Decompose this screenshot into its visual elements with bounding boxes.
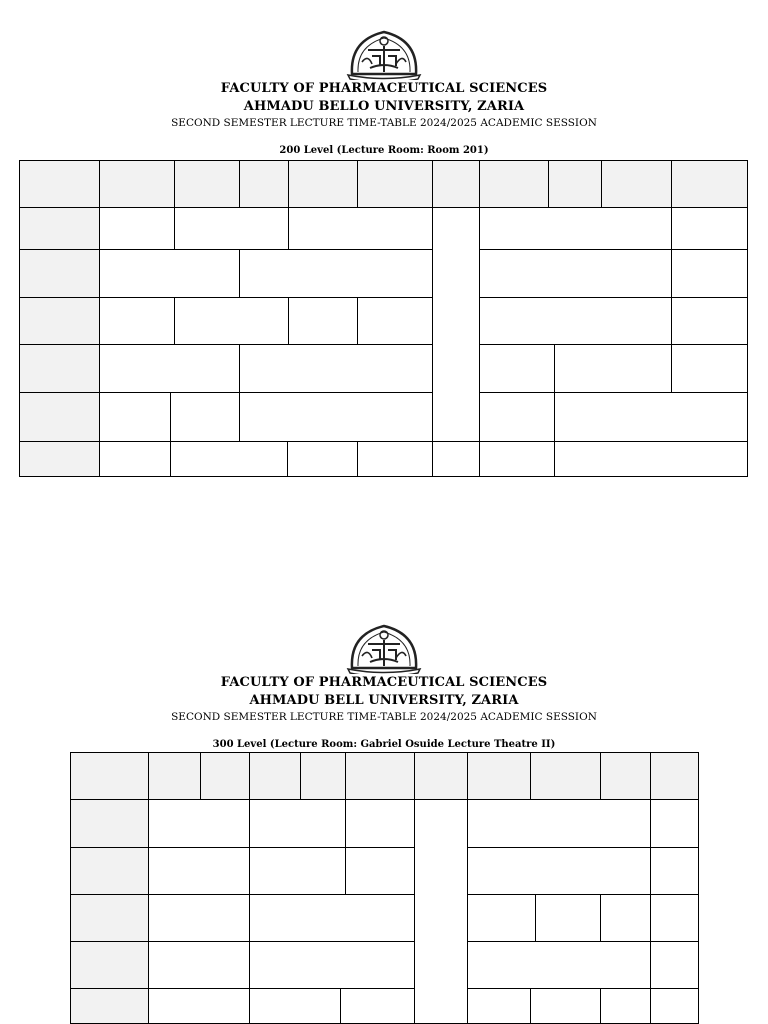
slot-cell xyxy=(148,988,250,1024)
slot-cell xyxy=(345,847,415,895)
slot-cell xyxy=(148,799,250,848)
slot-cell xyxy=(249,941,415,989)
slot-cell xyxy=(148,847,250,895)
slot-cell xyxy=(650,799,699,848)
day-cell xyxy=(19,344,100,393)
slot-cell xyxy=(650,894,699,942)
slot-cell xyxy=(99,344,240,393)
slot-cell xyxy=(432,441,480,477)
slot-cell xyxy=(288,297,358,345)
day-cell xyxy=(19,207,100,250)
day-cell xyxy=(70,847,149,895)
slot-cell xyxy=(479,344,555,393)
header-cell xyxy=(601,160,672,208)
slot-cell xyxy=(530,988,601,1024)
slot-cell xyxy=(671,297,748,345)
faculty-title: FACULTY OF PHARMACEUTICAL SCIENCES xyxy=(220,81,548,96)
break-column xyxy=(432,207,480,442)
slot-cell xyxy=(249,894,415,942)
header-cell xyxy=(249,752,301,800)
slot-cell xyxy=(287,441,358,477)
slot-cell xyxy=(467,799,651,848)
slot-cell xyxy=(671,249,748,298)
day-cell xyxy=(19,249,100,298)
slot-cell xyxy=(99,392,171,442)
header-cell xyxy=(345,752,415,800)
slot-cell xyxy=(467,988,531,1024)
header-cell xyxy=(671,160,748,208)
slot-cell xyxy=(345,799,415,848)
header-cell xyxy=(414,752,468,800)
header-cell xyxy=(650,752,699,800)
slot-cell xyxy=(249,799,346,848)
slot-cell xyxy=(288,207,433,250)
day-cell xyxy=(70,941,149,989)
header-cell xyxy=(200,752,250,800)
header-cell xyxy=(530,752,601,800)
slot-cell xyxy=(650,988,699,1024)
day-cell xyxy=(70,894,149,942)
slot-cell xyxy=(249,847,346,895)
slot-cell xyxy=(340,988,415,1024)
slot-cell xyxy=(99,441,171,477)
slot-cell xyxy=(99,297,175,345)
day-cell xyxy=(70,799,149,848)
slot-cell xyxy=(99,249,240,298)
university-crest-logo xyxy=(346,622,422,674)
slot-cell xyxy=(174,207,289,250)
slot-cell xyxy=(239,344,433,393)
session-subtitle: SECOND SEMESTER LECTURE TIME-TABLE 2024/2025 ACADEMIC SESSION xyxy=(171,711,597,723)
header-cell xyxy=(548,160,602,208)
header-cell xyxy=(300,752,346,800)
slot-cell xyxy=(479,207,672,250)
header-cell xyxy=(600,752,651,800)
slot-cell xyxy=(170,441,288,477)
table-caption: 300 Level (Lecture Room: Gabriel Osuide Lecture Theatre II) xyxy=(212,739,556,750)
slot-cell xyxy=(479,249,672,298)
day-cell xyxy=(19,392,100,442)
header-cell xyxy=(288,160,358,208)
slot-cell xyxy=(671,344,748,393)
slot-cell xyxy=(600,988,651,1024)
slot-cell xyxy=(174,297,289,345)
slot-cell xyxy=(671,207,748,250)
break-column xyxy=(414,799,468,1024)
header-cell xyxy=(70,752,149,800)
university-crest-logo xyxy=(346,28,422,80)
slot-cell xyxy=(239,249,433,298)
session-subtitle: SECOND SEMESTER LECTURE TIME-TABLE 2024/2025 ACADEMIC SESSION xyxy=(171,117,597,129)
slot-cell xyxy=(467,894,536,942)
table-caption: 200 Level (Lecture Room: Room 201) xyxy=(279,145,489,156)
slot-cell xyxy=(650,847,699,895)
slot-cell xyxy=(99,207,175,250)
day-cell xyxy=(19,297,100,345)
slot-cell xyxy=(479,392,555,442)
university-title: AHMADU BELLO UNIVERSITY, ZARIA xyxy=(243,99,525,114)
slot-cell xyxy=(249,988,341,1024)
slot-cell xyxy=(148,894,250,942)
slot-cell xyxy=(600,894,651,942)
slot-cell xyxy=(467,941,651,989)
slot-cell xyxy=(554,441,748,477)
faculty-title: FACULTY OF PHARMACEUTICAL SCIENCES xyxy=(220,675,548,690)
header-cell xyxy=(467,752,531,800)
slot-cell xyxy=(467,847,651,895)
slot-cell xyxy=(357,297,433,345)
header-cell xyxy=(19,160,100,208)
header-cell xyxy=(99,160,175,208)
slot-cell xyxy=(554,392,748,442)
slot-cell xyxy=(554,344,672,393)
header-cell xyxy=(357,160,433,208)
day-cell xyxy=(19,441,100,477)
slot-cell xyxy=(535,894,601,942)
slot-cell xyxy=(357,441,433,477)
slot-cell xyxy=(479,441,555,477)
header-cell xyxy=(148,752,201,800)
slot-cell xyxy=(239,392,433,442)
header-cell xyxy=(432,160,480,208)
university-title: AHMADU BELL UNIVERSITY, ZARIA xyxy=(249,693,519,708)
day-cell xyxy=(70,988,149,1024)
header-cell xyxy=(479,160,549,208)
slot-cell xyxy=(170,392,240,442)
header-cell xyxy=(174,160,240,208)
slot-cell xyxy=(148,941,250,989)
header-cell xyxy=(239,160,289,208)
slot-cell xyxy=(479,297,672,345)
slot-cell xyxy=(650,941,699,989)
